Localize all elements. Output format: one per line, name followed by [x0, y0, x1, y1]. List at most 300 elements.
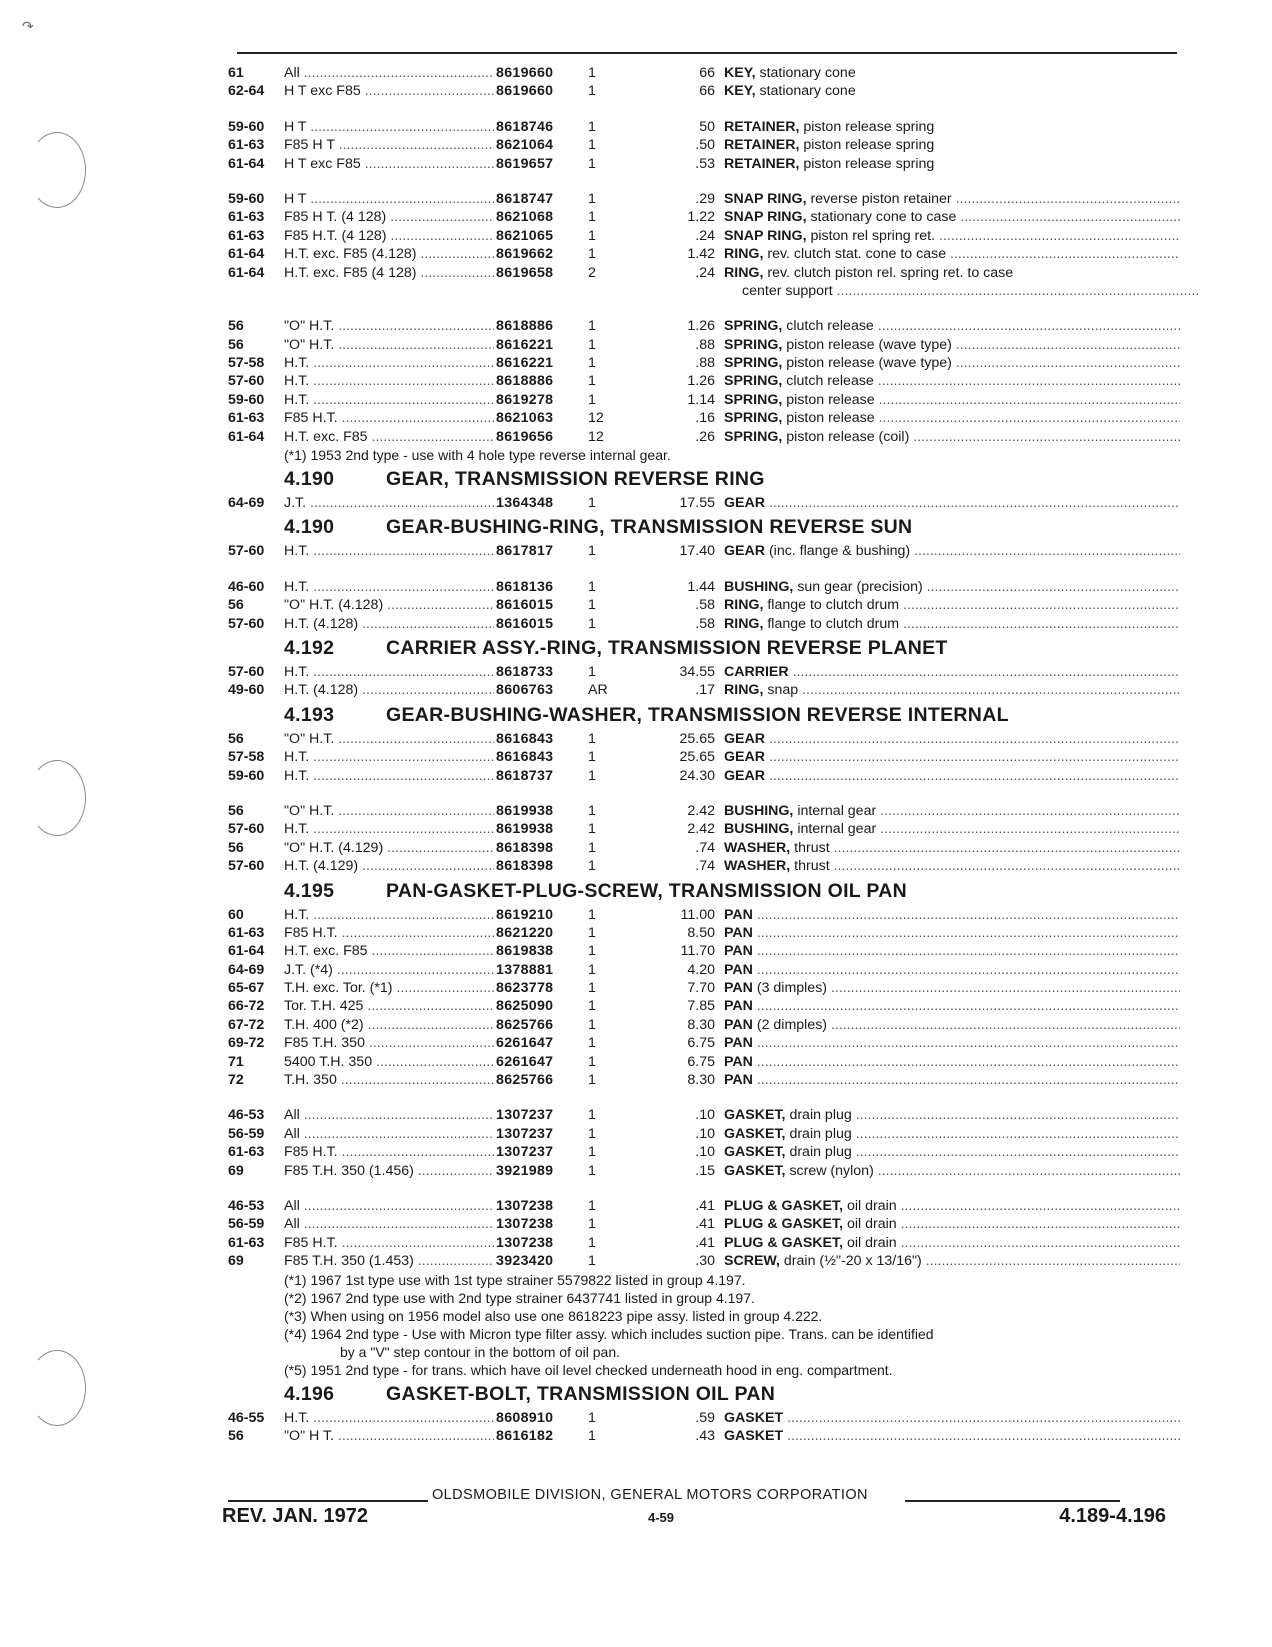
price: 1.44 [687, 578, 715, 595]
part-row [228, 1071, 1180, 1089]
part-detail: snap [763, 682, 799, 699]
model-years: 71 [228, 1053, 244, 1070]
part-row [228, 979, 1180, 997]
part-description [724, 979, 1180, 997]
part-name: SNAP RING, [724, 209, 807, 226]
model-application: "O" H.T. ..... [284, 730, 494, 748]
part-name: BUSHING, [724, 578, 794, 595]
part-description [724, 118, 1180, 136]
part-row [228, 317, 1180, 335]
part-detail: internal gear [793, 802, 877, 819]
part-name: RING, [724, 615, 764, 632]
price: .53 [695, 155, 715, 172]
quantity: 1 [588, 155, 596, 172]
part-row [228, 906, 1180, 924]
part-name: RETAINER, [724, 137, 800, 154]
part-name: PAN [724, 943, 753, 960]
part-name: BUSHING, [724, 821, 794, 838]
part-description [724, 136, 1180, 154]
part-number: 8618737 [496, 767, 554, 784]
part-number: 6261647 [496, 1053, 554, 1070]
section-header [228, 876, 1180, 906]
model-years: 61-63 [228, 137, 265, 154]
part-name: GASKET, [724, 1125, 786, 1142]
part-detail: piston release (wave type) [782, 355, 952, 372]
price: 4.20 [687, 961, 715, 978]
binder-hole-top [28, 132, 86, 208]
part-number: 1307237 [496, 1107, 554, 1124]
part-row [228, 820, 1180, 838]
part-description [724, 208, 1180, 226]
part-description [724, 1016, 1180, 1034]
part-description [724, 1143, 1180, 1161]
part-name: SPRING, [724, 318, 783, 335]
model-application: All ..... [284, 1125, 494, 1143]
part-row [228, 748, 1180, 766]
model-years: 57-60 [228, 663, 265, 680]
part-description [724, 1215, 1180, 1233]
model-application: All ..... [284, 1215, 494, 1233]
quantity: 1 [588, 730, 596, 747]
model-years: 56-59 [228, 1125, 265, 1142]
part-name: PAN [724, 961, 753, 978]
quantity: 1 [588, 1016, 596, 1033]
part-row [228, 372, 1180, 390]
part-row [228, 64, 1180, 82]
model-application: Tor. T.H. 425 ..... [284, 997, 494, 1015]
price: 8.30 [687, 1016, 715, 1033]
section-header [228, 464, 1180, 494]
part-detail: drain plug [785, 1144, 852, 1161]
model-years: 56-59 [228, 1216, 265, 1233]
quantity: 1 [588, 821, 596, 838]
section-number: 4.195 [284, 879, 335, 902]
price: .10 [695, 1144, 715, 1161]
part-name: PAN [724, 1035, 753, 1052]
part-detail: screw (nylon) [785, 1162, 874, 1179]
part-number: 8619838 [496, 943, 554, 960]
part-description [724, 1197, 1180, 1215]
part-name: SNAP RING, [724, 190, 807, 207]
model-years: 46-53 [228, 1197, 265, 1214]
part-description [724, 1162, 1180, 1180]
section-title: GEAR-BUSHING-RING, TRANSMISSION REVERSE SUN [386, 516, 913, 539]
part-description [724, 1053, 1180, 1071]
quantity: 1 [588, 190, 596, 207]
model-application: "O" H.T. (4.128) ..... [284, 596, 494, 614]
part-number: 1378881 [496, 961, 554, 978]
footnote: (*1) 1967 1st type use with 1st type strainer 5579822 listed in group 4.197. [284, 1271, 746, 1288]
spacer [228, 300, 1180, 317]
price: .58 [695, 597, 715, 614]
quantity: 1 [588, 906, 596, 923]
part-description [724, 1234, 1180, 1252]
part-number: 8619657 [496, 155, 554, 172]
part-description [724, 409, 1180, 427]
quantity: 1 [588, 980, 596, 997]
quantity: 1 [588, 227, 596, 244]
spacer [228, 173, 1180, 190]
model-years: 56 [228, 336, 244, 353]
section-header [228, 633, 1180, 663]
quantity: 1 [588, 578, 596, 595]
quantity: 1 [588, 1427, 596, 1444]
model-years: 61-63 [228, 1144, 265, 1161]
part-detail: thrust [790, 839, 830, 856]
binder-hole-bottom [28, 1350, 86, 1426]
part-row [228, 354, 1180, 372]
part-name: WASHER, [724, 839, 791, 856]
model-application: H T exc F85 ..... [284, 155, 494, 173]
price: 66 [699, 65, 715, 81]
quantity: 1 [588, 1107, 596, 1124]
model-application: All ..... [284, 64, 494, 82]
part-row [228, 227, 1180, 245]
part-detail: rev. clutch stat. cone to case [763, 246, 947, 263]
model-application: H.T. exc. F85 (4 128) ..... [284, 264, 494, 282]
part-number: 3921989 [496, 1162, 554, 1179]
part-detail: piston rel spring ret. [806, 227, 936, 244]
model-application: "O" H.T. (4.129) ..... [284, 839, 494, 857]
model-application: F85 H.T. ..... [284, 409, 494, 427]
part-description [724, 64, 1180, 82]
part-detail: piston release [782, 410, 875, 427]
quantity: 1 [588, 1162, 596, 1179]
part-description [724, 596, 1180, 614]
model-application: H.T. (4.128) ..... [284, 681, 494, 699]
quantity: 1 [588, 924, 596, 941]
price: .10 [695, 1125, 715, 1142]
part-row [228, 1034, 1180, 1052]
part-description [724, 857, 1180, 875]
quantity: 12 [588, 428, 604, 445]
quantity: 1 [588, 391, 596, 408]
part-detail: (inc. flange & bushing) [765, 543, 911, 560]
part-number: 8621220 [496, 924, 554, 941]
footnote: (*5) 1951 2nd type - for trans. which have oil level checked underneath hood in eng. compartment. [284, 1361, 893, 1378]
part-name: PAN [724, 1016, 753, 1033]
part-detail: thrust [790, 858, 830, 875]
model-application: H.T. ..... [284, 1409, 494, 1427]
part-number: 8618733 [496, 663, 554, 680]
model-application: H.T. ..... [284, 906, 494, 924]
price: .41 [695, 1234, 715, 1251]
model-application: H.T. ..... [284, 578, 494, 596]
quantity: 1 [588, 1409, 596, 1426]
part-number: 8618746 [496, 118, 554, 135]
quantity: 1 [588, 1234, 596, 1251]
part-detail: flange to clutch drum [763, 615, 900, 632]
price: .30 [695, 1253, 715, 1270]
model-years: 57-60 [228, 858, 265, 875]
part-detail: rev. clutch piston rel. spring ret. to case [763, 264, 1014, 281]
model-years: 57-60 [228, 543, 265, 560]
model-application: All ..... [284, 1197, 494, 1215]
model-years: 57-58 [228, 355, 265, 372]
part-number: 8616221 [496, 355, 554, 372]
part-number: 8618747 [496, 190, 554, 207]
model-application: All ..... [284, 1106, 494, 1124]
part-number: 8623778 [496, 980, 554, 997]
part-detail: piston release [782, 391, 875, 408]
model-years: 57-60 [228, 821, 265, 838]
part-description [724, 1125, 1180, 1143]
footer-rule-left [228, 1500, 428, 1502]
part-number: 1307238 [496, 1234, 554, 1251]
part-name: GEAR [724, 543, 765, 560]
quantity: 1 [588, 336, 596, 353]
model-application: H.T. ..... [284, 542, 494, 560]
price: .17 [695, 682, 715, 699]
price: .74 [695, 839, 715, 856]
part-name: SPRING, [724, 336, 783, 353]
part-detail: piston release (coil) [782, 428, 910, 445]
part-detail: clutch release [782, 373, 874, 390]
part-name: WASHER, [724, 858, 791, 875]
model-application: H.T. ..... [284, 354, 494, 372]
quantity: 1 [588, 1035, 596, 1052]
model-application: J.T. (*4) ..... [284, 961, 494, 979]
price: 7.85 [687, 998, 715, 1015]
part-row [228, 245, 1180, 263]
part-row [228, 839, 1180, 857]
part-name: RETAINER, [724, 118, 800, 135]
part-description [724, 942, 1180, 960]
model-application: T.H. exc. Tor. (*1) ..... [284, 979, 494, 997]
part-row [228, 767, 1180, 785]
model-application: F85 T.H. 350 ..... [284, 1034, 494, 1052]
price: 66 [699, 83, 715, 100]
part-row [228, 681, 1180, 699]
model-years: 65-67 [228, 980, 265, 997]
price: 6.75 [687, 1053, 715, 1070]
part-description [724, 354, 1180, 372]
model-application: H.T. ..... [284, 748, 494, 766]
section-number: 4.193 [284, 703, 335, 726]
model-years: 69 [228, 1253, 244, 1270]
part-number: 8616015 [496, 597, 554, 614]
model-years: 61-64 [228, 943, 265, 960]
part-name: BUSHING, [724, 802, 794, 819]
scan-mark: ↷ [22, 18, 34, 34]
part-description [724, 748, 1180, 766]
model-application: H.T. (4.129) ..... [284, 857, 494, 875]
price: 24.30 [679, 767, 715, 784]
part-description [724, 663, 1180, 681]
part-name: SPRING, [724, 428, 783, 445]
price: .74 [695, 858, 715, 875]
section-title: GEAR-BUSHING-WASHER, TRANSMISSION REVERSE INTERNAL [386, 703, 1009, 726]
part-description [724, 578, 1180, 596]
spacer [228, 1089, 1180, 1106]
part-name: RING, [724, 597, 764, 614]
model-years: 64-69 [228, 495, 265, 512]
footnote: (*2) 1967 2nd type use with 2nd type strainer 6437741 listed in group 4.197. [284, 1289, 755, 1306]
part-description [724, 245, 1180, 263]
quantity: 1 [588, 1253, 596, 1270]
quantity: AR [588, 682, 608, 699]
model-years: 56 [228, 1427, 244, 1444]
section-header [228, 512, 1180, 542]
part-name: PLUG & GASKET, [724, 1234, 844, 1251]
part-name: RING, [724, 264, 764, 281]
price: 17.40 [679, 543, 715, 560]
model-application: F85 T.H. 350 (1.453) ..... [284, 1252, 494, 1270]
part-number: 8616015 [496, 615, 554, 632]
part-description [724, 997, 1180, 1015]
model-years: 59-60 [228, 767, 265, 784]
model-years: 57-60 [228, 615, 265, 632]
section-title: PAN-GASKET-PLUG-SCREW, TRANSMISSION OIL PAN [386, 879, 908, 902]
quantity: 1 [588, 1197, 596, 1214]
part-number: 8619938 [496, 802, 554, 819]
model-years: 57-58 [228, 749, 265, 766]
part-row [228, 997, 1180, 1015]
part-row [228, 924, 1180, 942]
part-number: 1307238 [496, 1197, 554, 1214]
footnote: by a "V" step contour in the bottom of oil pan. [340, 1343, 620, 1360]
part-name: KEY, [724, 65, 756, 81]
quantity: 1 [588, 83, 596, 100]
part-description [724, 681, 1180, 699]
part-description [724, 317, 1180, 335]
model-years: 61-63 [228, 1234, 265, 1251]
part-row [228, 118, 1180, 136]
part-number: 8621064 [496, 137, 554, 154]
part-number: 8616182 [496, 1427, 554, 1444]
part-number: 8608910 [496, 1409, 554, 1426]
part-detail: oil drain [843, 1234, 897, 1251]
part-row-continuation [228, 282, 1180, 300]
model-application: "O" H.T. ..... [284, 802, 494, 820]
part-description [724, 1034, 1180, 1052]
part-row [228, 1143, 1180, 1161]
part-description [724, 1106, 1180, 1124]
price: 50 [699, 118, 715, 135]
part-name: PLUG & GASKET, [724, 1197, 844, 1214]
binder-hole-middle [28, 760, 86, 836]
part-row [228, 391, 1180, 409]
revision-date: REV. JAN. 1972 [222, 1505, 369, 1527]
model-application: F85 H.T. ..... [284, 924, 494, 942]
part-number: 8606763 [496, 682, 554, 699]
model-application: H.T. ..... [284, 663, 494, 681]
part-name: PAN [724, 1053, 753, 1070]
part-name: GEAR [724, 495, 765, 512]
model-years: 64-69 [228, 961, 265, 978]
part-number: 1307238 [496, 1216, 554, 1233]
part-name: GEAR [724, 749, 765, 766]
part-detail: drain plug [785, 1107, 852, 1124]
part-row [228, 542, 1180, 560]
price: 17.55 [679, 495, 715, 512]
model-application: H.T. exc. F85 ..... [284, 942, 494, 960]
part-description [724, 82, 1180, 100]
part-description [724, 372, 1180, 390]
quantity: 1 [588, 1072, 596, 1089]
part-description [724, 802, 1180, 820]
price: .26 [695, 428, 715, 445]
part-row [228, 1197, 1180, 1215]
part-description [724, 227, 1180, 245]
part-description [724, 428, 1180, 446]
spacer [228, 101, 1180, 118]
model-application: 5400 T.H. 350 ..... [284, 1053, 494, 1071]
model-application: F85 H T ..... [284, 136, 494, 154]
part-description [724, 924, 1180, 942]
section-number: 4.190 [284, 516, 335, 539]
model-application: H T ..... [284, 118, 494, 136]
part-row [228, 615, 1180, 633]
price: 34.55 [679, 663, 715, 680]
part-number: 8619210 [496, 906, 554, 923]
parts-list [228, 64, 1180, 1445]
model-years: 66-72 [228, 998, 265, 1015]
description-continued: center support ..... [724, 282, 1198, 300]
part-row [228, 857, 1180, 875]
model-years: 69-72 [228, 1035, 265, 1052]
price: .16 [695, 410, 715, 427]
part-description [724, 1409, 1180, 1427]
price: 25.65 [679, 730, 715, 747]
quantity: 1 [588, 1053, 596, 1070]
part-detail: piston release (wave type) [782, 336, 952, 353]
price: 2.42 [687, 802, 715, 819]
part-number: 8619660 [496, 65, 554, 81]
part-detail: internal gear [793, 821, 877, 838]
model-application: H.T. exc. F85 (4.128) ..... [284, 245, 494, 263]
model-application: H T ..... [284, 190, 494, 208]
part-detail: piston release spring [799, 137, 935, 154]
quantity: 1 [588, 943, 596, 960]
model-years: 56 [228, 730, 244, 747]
part-row [228, 961, 1180, 979]
model-years: 61-64 [228, 246, 265, 263]
part-row [228, 409, 1180, 427]
model-years: 57-60 [228, 373, 265, 390]
model-years: 49-60 [228, 682, 265, 699]
part-name: PAN [724, 998, 753, 1015]
part-number: 8618886 [496, 373, 554, 390]
part-name: SCREW, [724, 1253, 780, 1270]
price: .15 [695, 1162, 715, 1179]
part-description [724, 336, 1180, 354]
model-application: F85 H.T. ..... [284, 1234, 494, 1252]
part-number: 8619662 [496, 246, 554, 263]
section-title: GEAR, TRANSMISSION REVERSE RING [386, 468, 765, 491]
price: 1.42 [687, 246, 715, 263]
part-description [724, 1252, 1180, 1270]
quantity: 1 [588, 749, 596, 766]
part-description [724, 906, 1180, 924]
part-name: GASKET, [724, 1162, 786, 1179]
part-name: GASKET [724, 1409, 784, 1426]
part-row [228, 1106, 1180, 1124]
price: 25.65 [679, 749, 715, 766]
part-row [228, 136, 1180, 154]
price: 8.30 [687, 1072, 715, 1089]
price: 11.70 [680, 943, 715, 960]
model-years: 61-63 [228, 209, 265, 226]
part-row [228, 264, 1180, 282]
part-name: PAN [724, 1072, 753, 1089]
model-application: H.T. (4.128) ..... [284, 615, 494, 633]
quantity: 1 [588, 209, 596, 226]
group-range: 4.189-4.196 [1059, 1505, 1166, 1527]
quantity: 1 [588, 802, 596, 819]
model-years: 59-60 [228, 118, 265, 135]
quantity: 1 [588, 1144, 596, 1161]
